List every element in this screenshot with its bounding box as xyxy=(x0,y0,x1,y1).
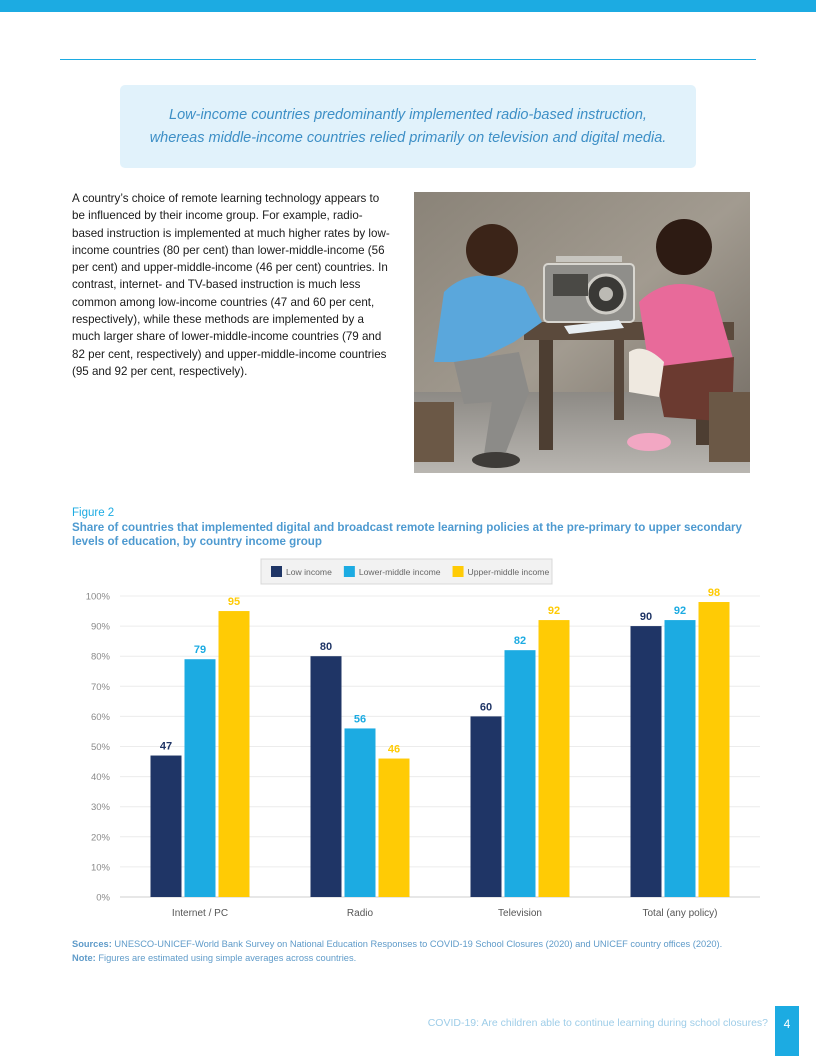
bar xyxy=(185,659,216,897)
y-tick-label: 20% xyxy=(90,832,110,844)
top-color-band xyxy=(0,0,816,12)
y-tick-label: 50% xyxy=(90,742,110,753)
data-label: 90 xyxy=(639,611,653,624)
data-label: 98 xyxy=(707,587,721,600)
bar xyxy=(219,611,250,897)
sources-line xyxy=(72,938,772,952)
callout-line-2: whereas middle-income countries relied primarily on television and digital media. xyxy=(149,129,667,146)
figure-label: Figure 2 xyxy=(72,507,115,519)
data-label: 79 xyxy=(193,644,207,657)
category-label: Radio xyxy=(346,908,374,919)
bar xyxy=(505,650,536,897)
bar xyxy=(471,716,502,897)
legend-swatch xyxy=(453,566,464,577)
category-label: Total (any policy) xyxy=(642,908,718,919)
callout-line-1: Low-income countries predominantly implemented radio-based instruction, xyxy=(169,106,647,123)
legend-label: Upper-middle income xyxy=(467,567,550,577)
data-label: 95 xyxy=(227,596,241,609)
data-label: 56 xyxy=(353,713,367,726)
note-text: Figures are estimated using simple averages across countries. xyxy=(98,952,357,963)
callout-box xyxy=(120,85,696,168)
bar xyxy=(379,759,410,897)
y-tick-label: 60% xyxy=(90,711,110,723)
bar xyxy=(539,620,570,897)
data-label: 80 xyxy=(319,641,333,654)
note-line xyxy=(72,952,772,966)
sources-text: UNESCO-UNICEF-World Bank Survey on National Education Responses to COVID-19 School Closures (2020) and UNICEF country offices (2020). xyxy=(114,939,723,949)
sources-label: Sources: xyxy=(72,939,112,949)
data-label: 82 xyxy=(513,635,527,648)
y-tick-label: 80% xyxy=(90,651,110,663)
y-tick-label: 30% xyxy=(90,802,110,814)
bar xyxy=(345,728,376,897)
y-tick-label: 40% xyxy=(90,772,110,784)
note-label: Note: xyxy=(72,952,96,963)
category-label: Internet / PC xyxy=(171,908,229,919)
legend-label: Lower-middle income xyxy=(358,567,441,577)
header-divider xyxy=(60,59,756,60)
footer-title: COVID-19: Are children able to continue learning during school closures? xyxy=(427,1017,768,1029)
bar xyxy=(631,626,662,897)
legend-label: Low income xyxy=(286,567,332,577)
data-label: 47 xyxy=(159,740,173,753)
legend-swatch xyxy=(271,566,282,577)
bar xyxy=(699,602,730,897)
data-label: 60 xyxy=(479,701,493,714)
photo-children-radio xyxy=(414,192,750,473)
data-label: 46 xyxy=(387,743,401,756)
y-tick-label: 70% xyxy=(90,681,110,693)
bar xyxy=(665,620,696,897)
data-label: 92 xyxy=(547,605,561,618)
y-tick-label: 90% xyxy=(90,621,110,633)
y-tick-label: 100% xyxy=(85,591,110,603)
figure-title: Share of countries that implemented digital and broadcast remote learning policies at the pre-primary to upper secondary levels of education, by country income group xyxy=(72,521,743,548)
legend-swatch xyxy=(344,566,355,577)
body-paragraph: A country’s choice of remote learning technology appears to be influenced by their income group. For example, radio-based instruction is implemented at much higher rates by low-income countries (80 per cent) than lower-middle-income (56 per cent) and upper-middle-income (46 per cent) countries. In contrast, internet- and TV-based instruction is much less common among low-income countries (47 and 60 per cent, respectively), while these methods are implemented by a much larger share of lower-middle-income countries (79 and 82 per cent, respectively) and upper-middle-income countries (95 and 92 per cent, respectively). xyxy=(72,192,390,378)
data-label: 92 xyxy=(673,605,687,618)
bar xyxy=(311,656,342,897)
bar xyxy=(151,756,182,897)
y-tick-label: 10% xyxy=(90,862,110,874)
bar-chart-svg xyxy=(60,555,770,925)
page-number: 4 xyxy=(775,1006,799,1056)
sources-block xyxy=(72,938,772,965)
bar-chart xyxy=(60,555,770,930)
y-tick-label: 0% xyxy=(96,892,110,904)
category-label: Television xyxy=(498,908,542,919)
